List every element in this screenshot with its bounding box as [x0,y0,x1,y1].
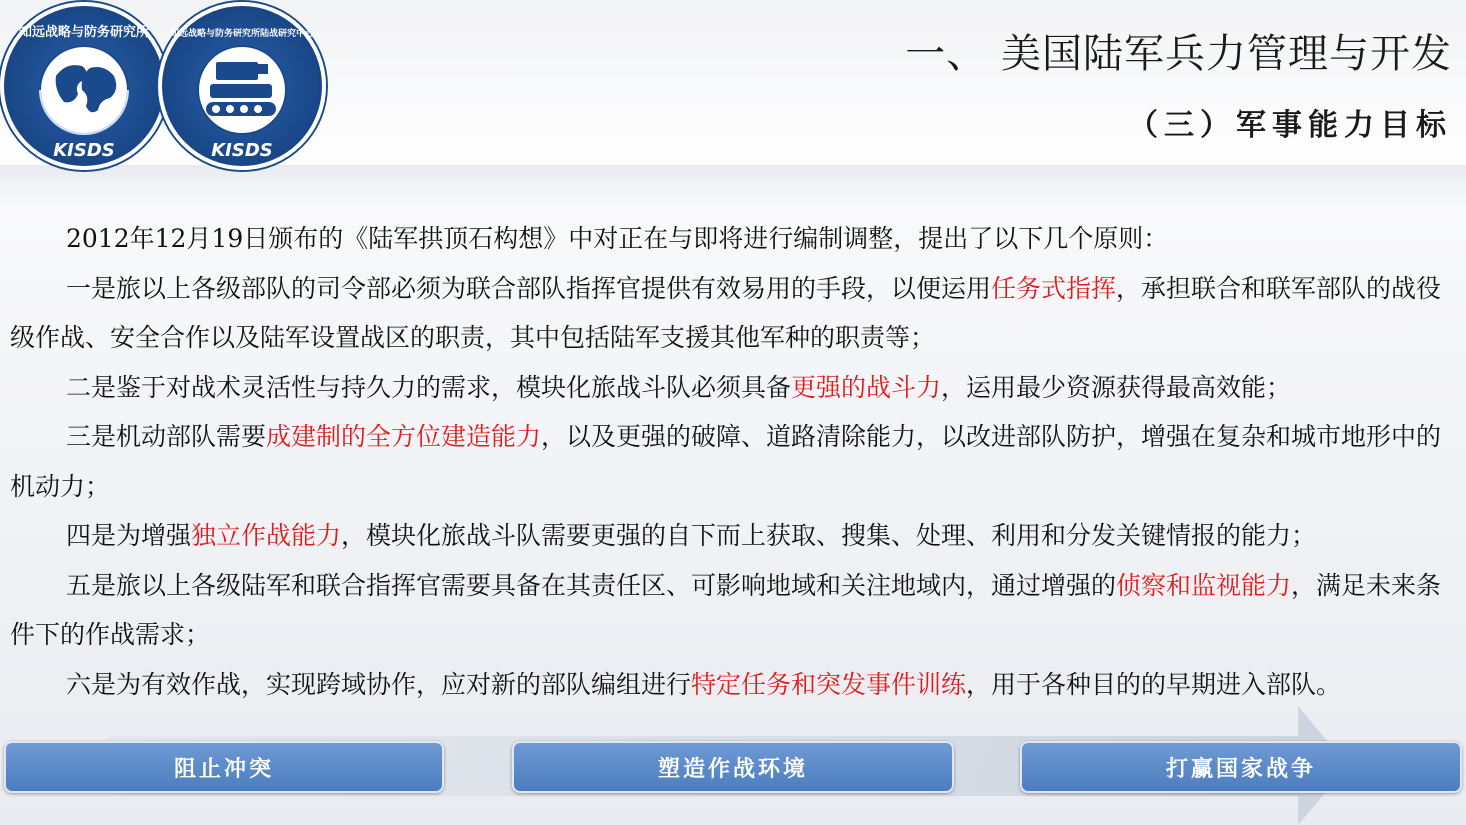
logo-mark: KISDS [53,140,115,161]
principle-4 [10,511,1466,561]
page-subtitle: （三）军事能力目标 [1128,108,1452,143]
principle-text: 五是旅以上各级陆军和联合指挥官需要具备在其责任区、可影响地域和关注地域内，通过增强的 [66,570,1117,600]
principle-highlight: 侦察和监视能力 [1116,570,1292,600]
principle-text: ，模块化旅战斗队需要更强的自下而上获取、搜集、处理、利用和分发关键情报的能力； [341,521,1317,550]
principle-highlight: 独立作战能力 [191,521,342,550]
logo-mark: KISDS [211,140,273,161]
kisds-land-warfare-logo [158,2,326,170]
globe-icon [4,6,164,166]
intro-paragraph: 2012年12月19日颁布的《陆军拱顶石构想》中对正在与即将进行编制调整，提出了以下几个原则： [66,224,1169,253]
logo-text: 知远战略与防务研究所陆战研究中心 [169,29,315,39]
principle-text: ，承担联合和联军部队的战役级作战、安全合作以及陆军设置战区的职责，其中包括陆军支援其他军种的职责等； [10,273,1442,352]
step-deter-conflict: 阻止冲突 [4,741,444,793]
principle-5 [10,561,1466,660]
tank-icon [162,6,322,166]
header-shadow [0,165,1466,205]
logo-text: 知远战略与防务研究所 [18,25,150,40]
body-text [10,214,1466,709]
principle-text: 六是为有效作战，实现跨域协作，应对新的部队编组进行 [66,669,692,699]
principle-text: ，用于各种目的的早期进入部队。 [966,669,1342,699]
step-shape-environment: 塑造作战环境 [512,741,954,793]
page-title: 一、 美国陆军兵力管理与开发 [905,31,1452,77]
principle-text: 四是为增强 [66,521,192,550]
principle-1 [10,264,1466,363]
principle-highlight: 特定任务和突发事件训练 [691,669,967,699]
principle-text: 二是鉴于对战术灵活性与持久力的需求，模块化旅战斗队必须具备 [66,372,792,402]
principle-2 [10,363,1466,413]
principle-6 [10,660,1466,710]
principle-text: ，满足未来条件下的作战需求； [10,570,1442,649]
step-win-war: 打赢国家战争 [1020,741,1462,793]
kisds-logo [0,2,168,170]
principle-text: ，以及更强的破障、道路清除能力，以改进部队防护，增强在复杂和城市地形中的机动力； [10,422,1442,501]
principle-text: ，运用最少资源获得最高效能； [941,372,1292,402]
principle-highlight: 任务式指挥 [991,273,1117,303]
principle-3 [10,412,1466,511]
principle-text: 三是机动部队需要 [66,422,267,451]
principle-highlight: 更强的战斗力 [791,372,942,402]
principle-text: 一是旅以上各级部队的司令部必须为联合部队指挥官提供有效易用的手段，以便运用 [66,273,992,303]
principle-highlight: 成建制的全方位建造能力 [266,422,542,451]
